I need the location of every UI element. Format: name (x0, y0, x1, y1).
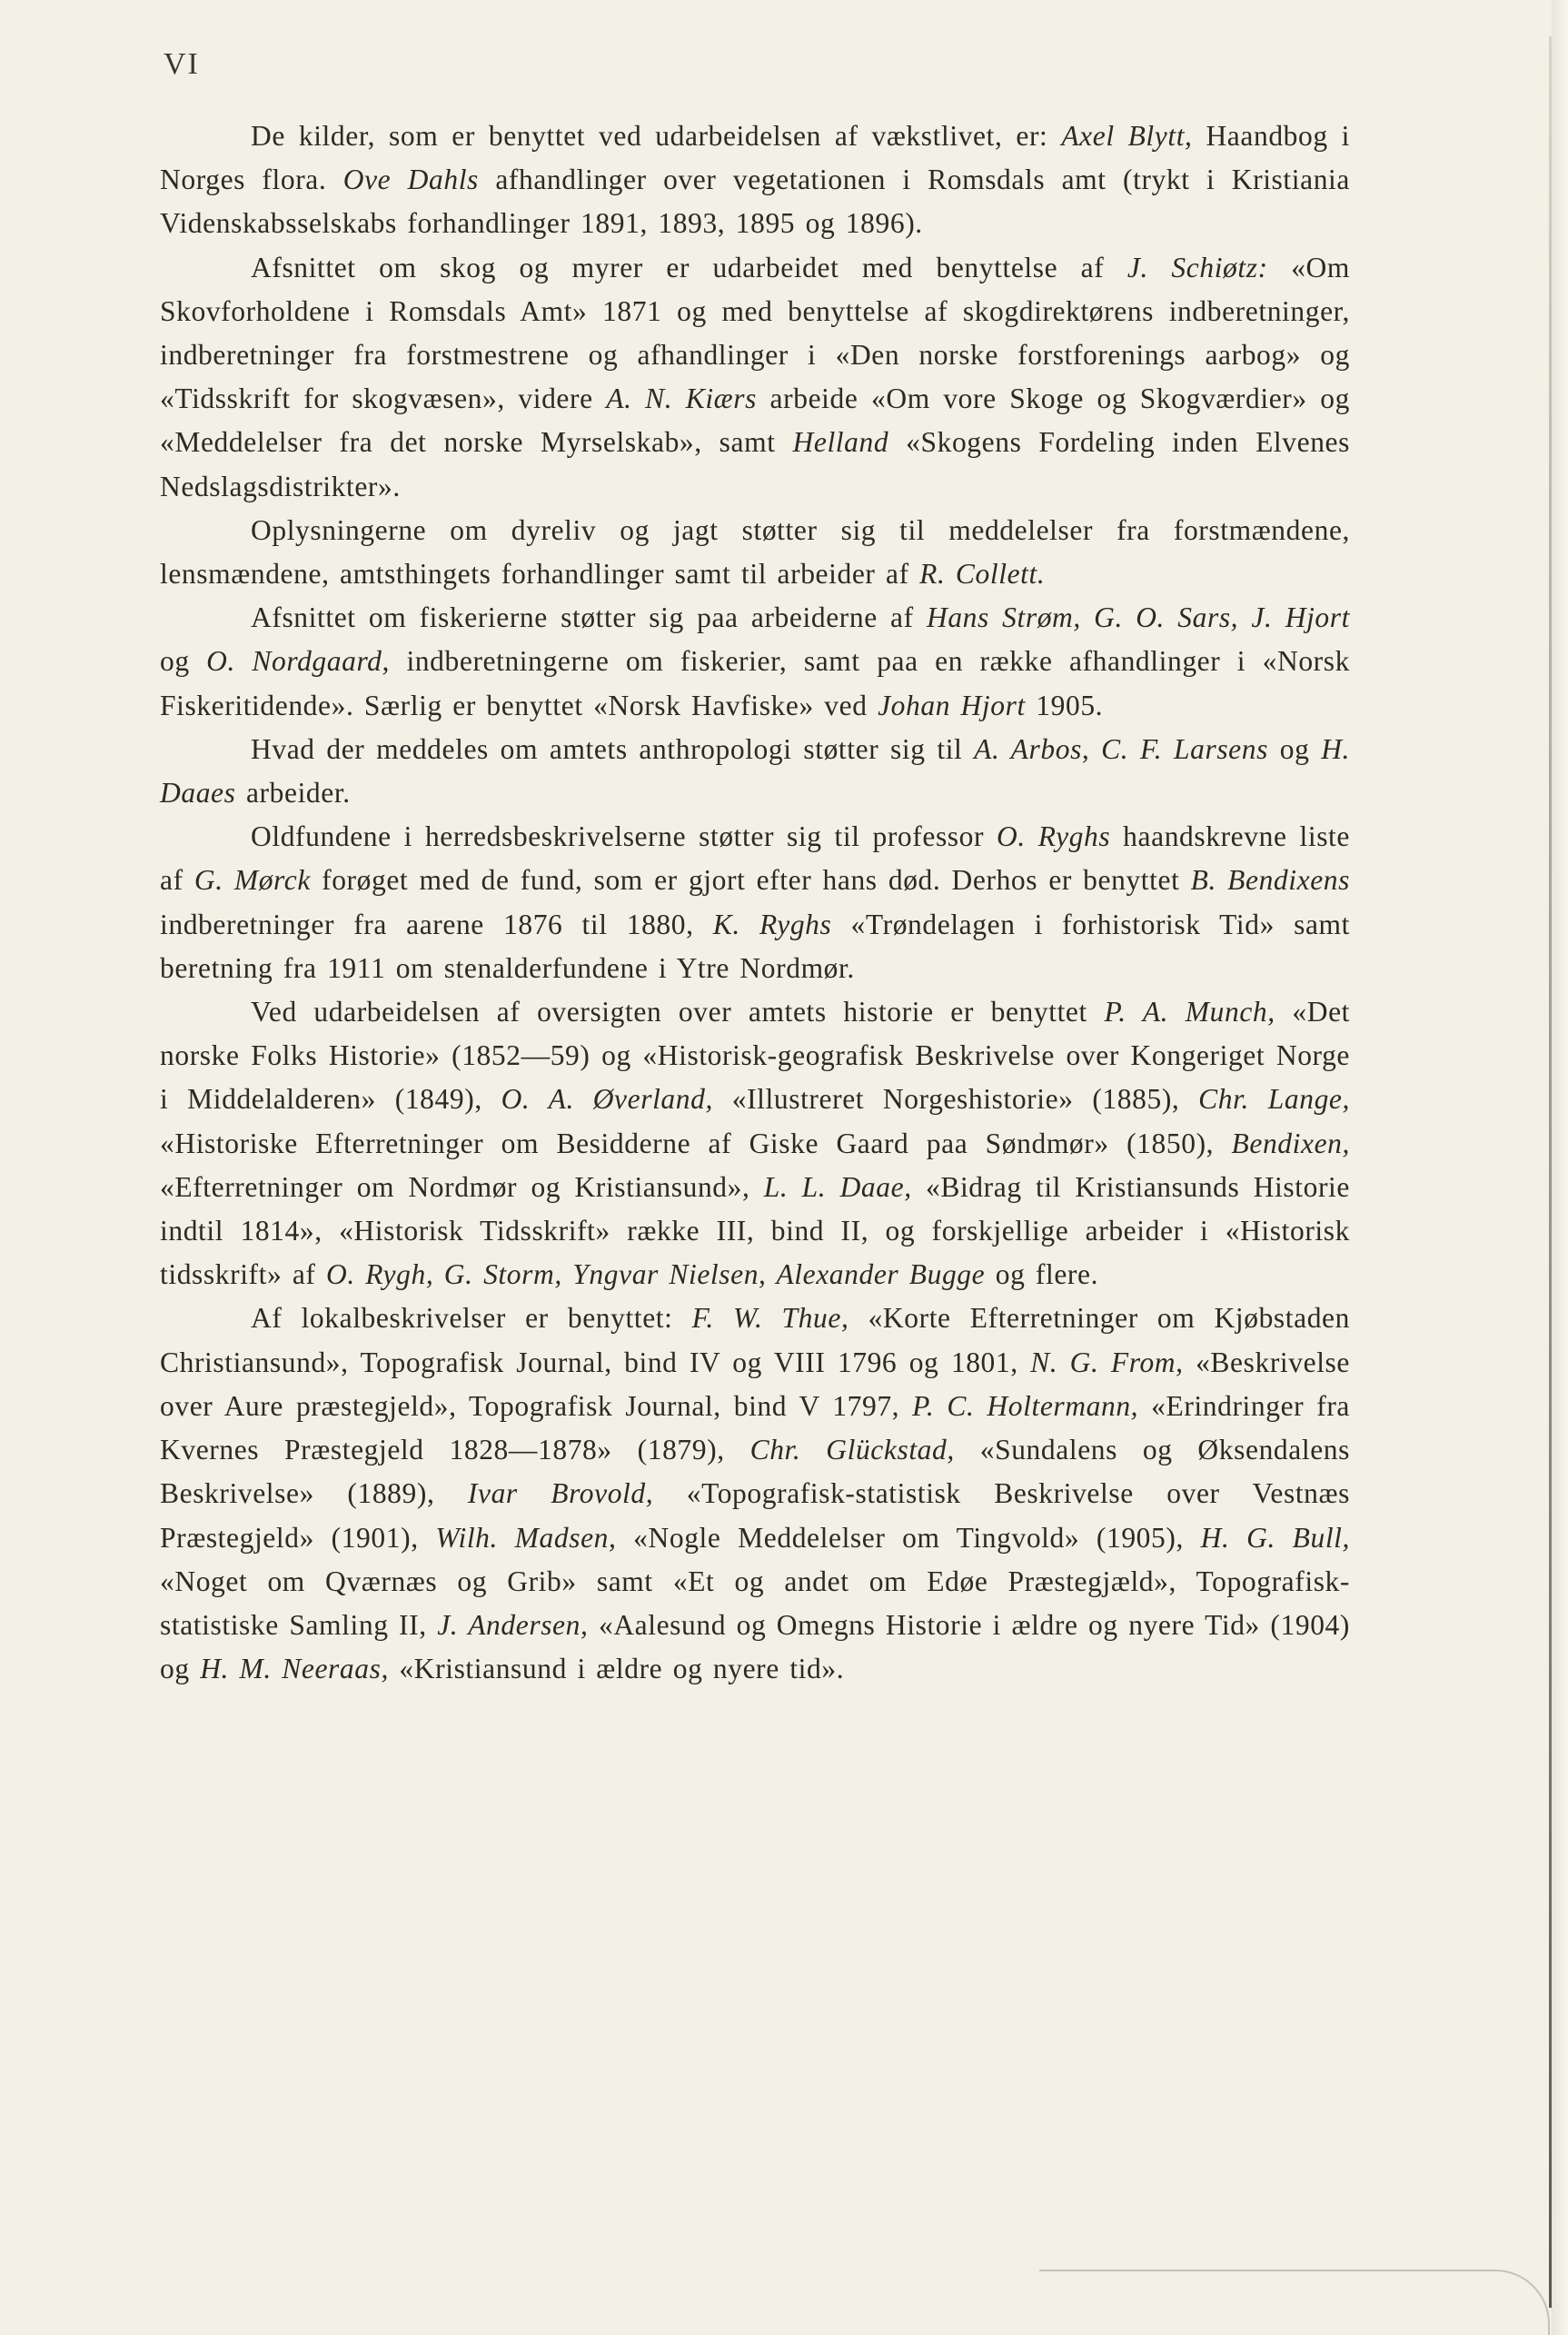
cited-author: G. Mørck (194, 864, 311, 897)
cited-author: B. Bendixens (1190, 864, 1350, 897)
paragraph-sources-local (160, 1297, 1350, 1691)
text-run: afhandlinger over vegetationen i Romsdals amt (trykt i Kristiania Videnskabsselskabs forhandlinger 1891, 1893, 1895 og 1896). (160, 164, 1350, 240)
text-run: forøget med de fund, som er gjort efter hans død. Derhos er benyttet (310, 864, 1191, 897)
cited-author: L. L. Daae, (763, 1170, 912, 1203)
text-run: Af lokalbeskrivelser er benyttet: (251, 1302, 692, 1335)
text-run: «Nogle Meddelelser om Tingvold» (1905), (616, 1521, 1201, 1554)
cited-author: F. W. Thue, (691, 1302, 849, 1335)
paragraph-sources-forest (160, 246, 1350, 509)
text-run: Oldfundene i herredsbeskrivelserne støtter sig til professor (251, 820, 997, 853)
text-run: «Bidrag til Kristiansunds Historie indtil 1814», «Historisk Tidsskrift» række III, bind II, og forskjellige arbeider i «Historisk tidsskrift» af (160, 1170, 1350, 1291)
paragraph-sources-vegetation (160, 114, 1350, 246)
text-run: og (1267, 732, 1322, 765)
cited-author: P. A. Munch, (1104, 996, 1275, 1028)
cited-author: Ove Dahls (342, 164, 479, 196)
paragraph-sources-anthropology (160, 728, 1350, 815)
text-run: «Noget om Qværnæs og Grib» samt «Et og andet om Edøe Præstegjæld», Topografisk-statistiske Samling II, (160, 1565, 1350, 1641)
text-run: indberetningerne om fiskerier, samt paa en række afhandlinger i «Norsk Fiskeritidende». Særlig er benyttet «Norsk Havfiske» ved (160, 645, 1350, 721)
text-run: «Topografisk-statistisk Beskrivelse over Vestnæs Præstegjeld» (1901), (160, 1477, 1351, 1554)
page-edge-line (1549, 36, 1552, 2308)
text-run: «Om Skovforholdene i Romsdals Amt» 1871 og med benyttelse af skogdirektørens indberetninger, indberetninger fra forstmestrene og afhandlinger i «Den norske forstforenings aarbog» og «Tidsskrift for skogvæsen», videre (160, 251, 1350, 415)
text-run: Afsnittet om fiskerierne støtter sig paa arbeiderne af (251, 601, 927, 634)
cited-author: Hans Strøm, G. O. Sars, J. Hjort (926, 601, 1350, 634)
text-run: «Historiske Efterretninger om Besidderne af Giske Gaard paa Søndmør» (1850), (160, 1127, 1232, 1159)
text-run: Haandbog i Norges flora. (160, 120, 1350, 196)
text-run: Ved udarbeidelsen af oversigten over amtets historie er benyttet (251, 996, 1105, 1028)
text-run: haandskrevne liste af (160, 820, 1350, 897)
cited-author: O. A. Øverland, (501, 1083, 713, 1116)
cited-author: J. Andersen, (437, 1608, 589, 1641)
cited-author: A. Arbos, C. F. Larsens (974, 732, 1268, 765)
text-run: og flere. (985, 1258, 1099, 1291)
cited-author: K. Ryghs (712, 908, 832, 940)
body-text (160, 114, 1350, 1691)
paragraph-sources-fisheries (160, 596, 1350, 728)
text-run: Afsnittet om skog og myrer er udarbeidet med benyttelse af (251, 251, 1127, 283)
cited-author: H. Daaes (160, 732, 1351, 810)
cited-author: H. M. Neeraas, (200, 1653, 389, 1685)
cited-author: J. Schiøtz: (1126, 251, 1268, 283)
page-corner-curl (1039, 2270, 1550, 2335)
cited-author: P. C. Holtermann, (912, 1389, 1139, 1422)
text-run: «Kristiansund i ældre og nyere tid». (388, 1653, 845, 1685)
cited-author: Johan Hjort (878, 689, 1026, 721)
text-run: «Det norske Folks Historie» (1852—59) og «Historisk-geografisk Beskrivelse over Kongeriget Norge i Middelalderen» (1849), (160, 996, 1350, 1116)
page-number: VI (164, 47, 200, 81)
cited-author: R. Collett. (919, 558, 1046, 591)
text-run: Oplysningerne om dyreliv og jagt støtter sig til meddelelser fra forstmændene, lensmændene, amtsthingets forhandlinger samt til arbeider af (160, 513, 1350, 591)
cited-author: A. N. Kiærs (606, 383, 758, 415)
text-run: 1905. (1025, 689, 1104, 721)
cited-author: Chr. Lange, (1198, 1083, 1350, 1116)
text-run: indberetninger fra aarene 1876 til 1880, (160, 908, 713, 940)
text-run: arbeide «Om vore Skoge og Skogværdier» og «Meddelelser fra det norske Myrselskab», samt (160, 383, 1350, 459)
text-run: «Korte Efterretninger om Kjøbstaden Christiansund», Topografisk Journal, bind IV og VIII 1796 og 1801, (160, 1302, 1350, 1378)
text-run: «Beskrivelse over Aure præstegjeld», Topografisk Journal, bind V 1797, (160, 1346, 1350, 1422)
text-run: arbeider. (235, 777, 351, 810)
cited-author: Helland (792, 426, 889, 459)
page-edge-shadow (1552, 0, 1568, 2335)
text-run: Hvad der meddeles om amtets anthropologi støtter sig til (251, 732, 975, 765)
cited-author: Chr. Glückstad, (749, 1434, 955, 1466)
text-run: «Efterretninger om Nordmør og Kristiansund», (160, 1170, 764, 1203)
cited-author: Ivar Brovold, (467, 1477, 654, 1510)
cited-author: H. G. Bull, (1200, 1521, 1351, 1554)
text-run: «Illustreret Norgeshistorie» (1885), (712, 1083, 1199, 1116)
text-run: «Erindringer fra Kvernes Præstegjeld 1828—1878» (1879), (160, 1389, 1351, 1466)
paragraph-sources-wildlife (160, 509, 1350, 596)
cited-author: Bendixen, (1231, 1127, 1350, 1159)
text-run: «Trøndelagen i forhistorisk Tid» samt beretning fra 1911 om stenalderfundene i Ytre Nordmør. (160, 908, 1350, 984)
paragraph-sources-antiquities (160, 815, 1350, 990)
cited-author: O. Ryghs (997, 820, 1111, 853)
text-run: De kilder, som er benyttet ved udarbeidelsen af vækstlivet, er: (251, 120, 1062, 152)
text-run: og (160, 645, 207, 678)
text-run: «Skogens Fordeling inden Elvenes Nedslagsdistrikter». (160, 426, 1351, 502)
cited-author: N. G. From, (1030, 1346, 1184, 1378)
text-run: «Aalesund og Omegns Historie i ældre og nyere Tid» (1904) og (160, 1608, 1350, 1685)
paragraph-sources-history (160, 990, 1350, 1297)
cited-author: O. Rygh, G. Storm, Yngvar Nielsen, Alexander Bugge (325, 1258, 986, 1291)
cited-author: Wilh. Madsen, (435, 1521, 617, 1554)
cited-author: Axel Blytt, (1061, 120, 1193, 152)
cited-author: O. Nordgaard, (206, 645, 390, 678)
text-run: «Sundalens og Øksendalens Beskrivelse» (1889), (160, 1434, 1350, 1510)
